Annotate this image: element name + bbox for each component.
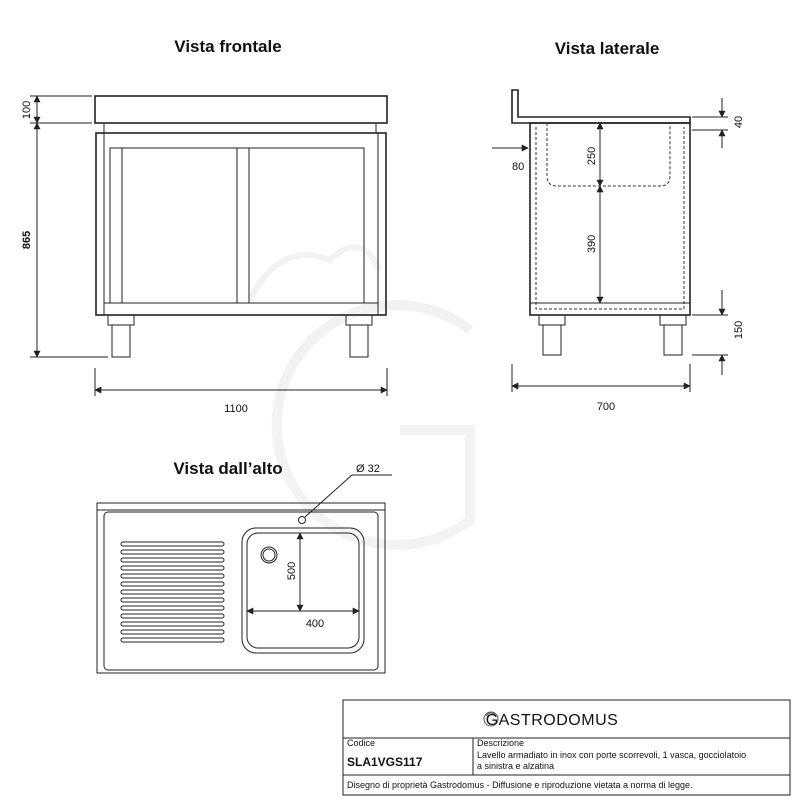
watermark-logo [250,247,470,545]
dim-top-basin-width: 400 [305,618,325,630]
right-sliding-door [237,148,364,303]
dim-top-hole: Ø 32 [356,463,380,475]
code-value: SLA1VGS117 [347,755,423,769]
description-label: Descrizione [477,738,525,748]
top-view [97,463,392,673]
dim-front-height: 865 [21,230,33,250]
side-view-title: Vista laterale [554,39,660,58]
front-top-rail [104,123,376,133]
dim-side-feet: 150 [733,320,745,340]
dim-side-below-basin: 390 [586,234,598,254]
drainer-ribs [121,542,224,642]
dim-top-basin-depth: 500 [286,561,298,581]
front-upstand [95,96,387,123]
side-view [512,90,690,355]
side-foot-left [539,315,565,325]
code-label: Codice [347,738,376,748]
dim-side-upstand: 40 [733,115,745,129]
side-upstand [512,90,690,123]
brand-name: GASTRODOMUS [485,712,619,729]
footer-notice: Disegno di proprietà Gastrodomus - Diffusione e riproduzione vietata a norma di legge. [347,780,693,790]
front-cabinet [96,133,386,315]
description-line-1: Lavello armadiato in inox con porte scorrevoli, 1 vasca, gocciolatoio [477,750,747,760]
dim-side-lip: 80 [512,161,525,173]
left-sliding-door [110,148,237,303]
dim-front-width: 1100 [224,403,248,415]
front-view-title: Vista frontale [174,37,282,56]
dim-side-depth: 700 [596,401,616,413]
side-foot-right [660,315,686,325]
description-line-2: a sinistra e alzatina [477,761,555,771]
top-basin [242,528,364,653]
side-cabinet [530,123,690,315]
dim-front-upstand: 100 [21,100,33,120]
top-view-title: Vista dall’alto [173,459,283,478]
tap-hole [299,517,306,524]
dim-side-basin-depth: 250 [586,146,598,166]
title-block [343,700,790,795]
front-foot-left [108,315,134,325]
side-basin-outline [547,123,670,186]
